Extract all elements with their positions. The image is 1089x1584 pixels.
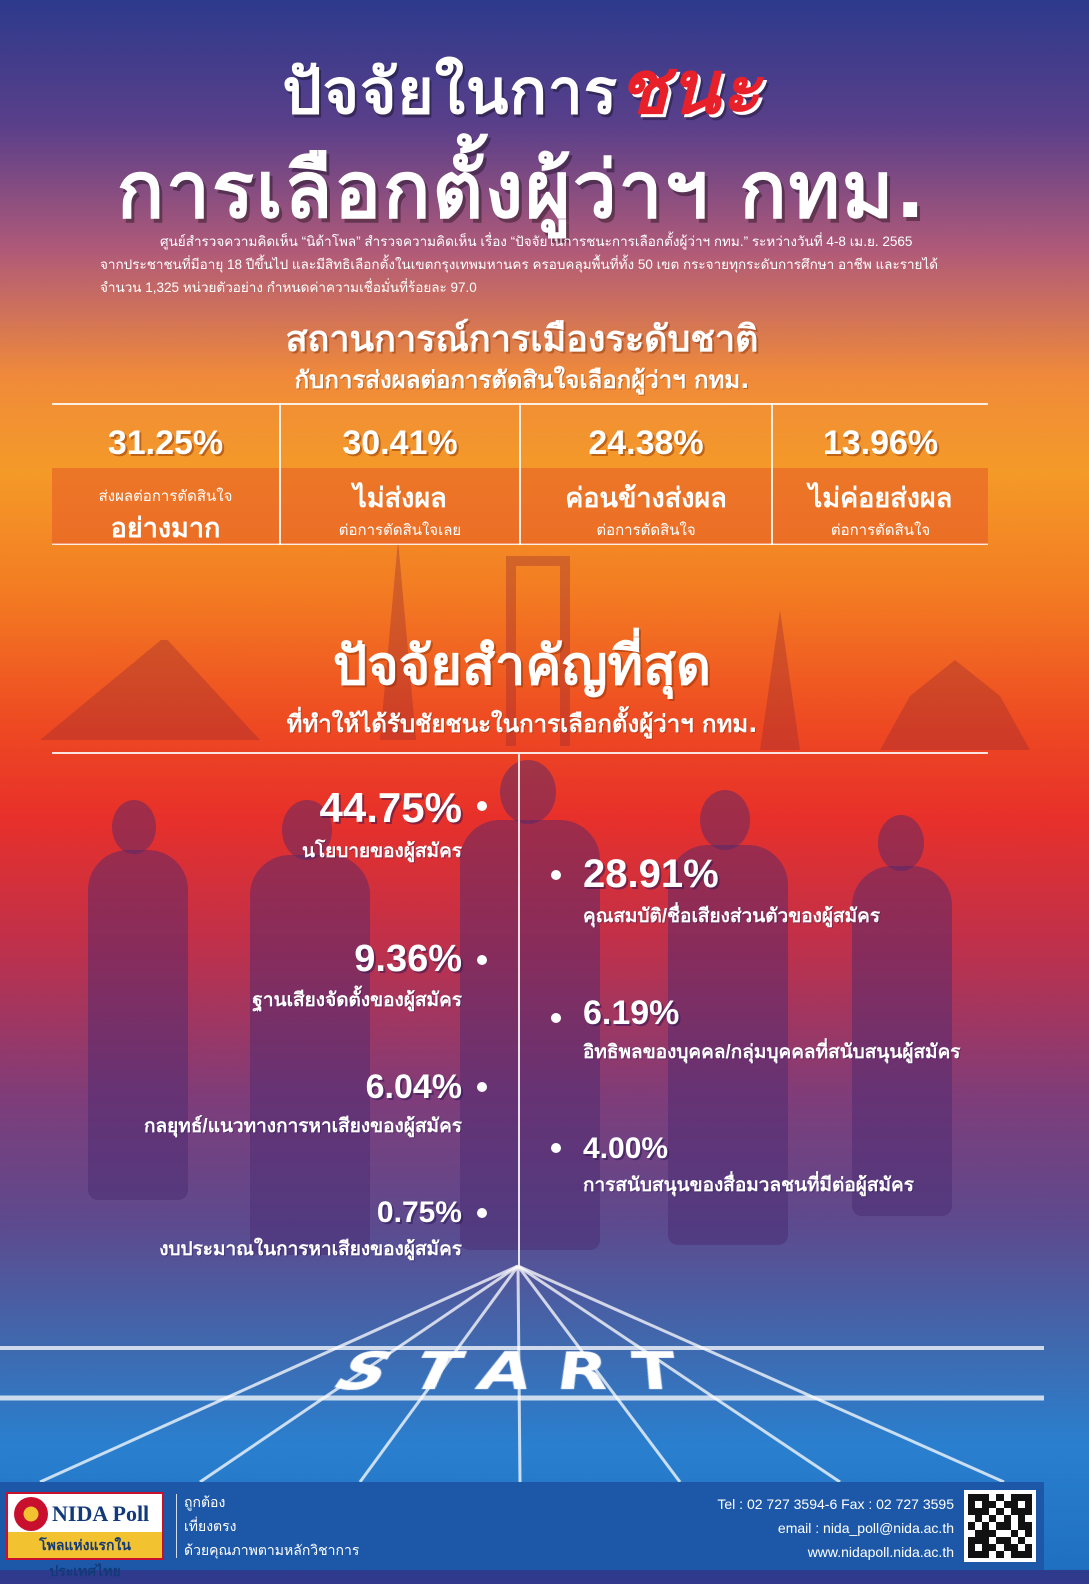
factors-top-divider: [52, 752, 988, 754]
footer-bar: [0, 1482, 1044, 1579]
factor-label: งบประมาณในการหาเสียงของผู้สมัคร: [159, 1239, 462, 1260]
bullet-dot: [551, 1143, 561, 1153]
factor-policy: [302, 784, 462, 866]
contact-phone: Tel : 02 727 3594-6 Fax : 02 727 3595: [717, 1496, 954, 1512]
qr-code-icon[interactable]: [964, 1490, 1036, 1562]
person-silhouette: [88, 850, 188, 1200]
bullet-dot: [477, 1082, 487, 1092]
title-highlight-win: ชนะ: [618, 45, 762, 131]
stat-label-big: ไม่ค่อยส่งผล: [808, 483, 953, 513]
main-title-line2: การเลือกตั้งผู้ว่าฯ กทม.: [116, 146, 928, 236]
title-prefix: ปัจจัยในการ: [282, 55, 619, 128]
stat-label-big: อย่างมาก: [110, 513, 221, 543]
factor-value: 4.00%: [583, 1132, 669, 1165]
person-silhouette: [250, 855, 370, 1255]
factor-media-support: [583, 1132, 914, 1200]
factor-label: คุณสมบัติ/ชื่อเสียงส่วนตัวของผู้สมัคร: [583, 906, 881, 927]
bullet-dot: [551, 870, 561, 880]
person-silhouette: [460, 820, 600, 1250]
section2-subtitle: ที่ทำให้ได้รับชัยชนะในการเลือกตั้งผู้ว่าฯ กทม.: [286, 710, 758, 738]
intro-line: จำนวน 1,325 หน่วยตัวอย่าง กำหนดค่าความเชื่อมั่นที่ร้อยละ 97.0: [100, 280, 477, 295]
stat-label-small: ส่งผลต่อการตัดสินใจ: [98, 488, 233, 505]
factor-budget: [159, 1196, 462, 1264]
stat-value: 30.41%: [342, 424, 458, 462]
stat-card-somewhat-affects: [521, 404, 771, 544]
factor-label: อิทธิพลของบุคคล/กลุ่มบุคคลที่สนับสนุนผู้สมัคร: [583, 1042, 961, 1063]
person-silhouette-head: [500, 760, 556, 824]
stat-label-small: ต่อการตัดสินใจเลย: [338, 522, 462, 539]
stat-value: 31.25%: [107, 424, 224, 462]
contact-website[interactable]: www.nidapoll.nida.ac.th: [807, 1544, 954, 1560]
factor-value: 9.36%: [354, 938, 462, 980]
motto-line: เที่ยงตรง: [184, 1518, 237, 1534]
stat-label-small: ต่อการตัดสินใจ: [596, 522, 696, 539]
factor-strategy: [144, 1068, 462, 1141]
bullet-dot: [477, 1208, 487, 1218]
bullet-dot: [477, 955, 487, 965]
stat-label-big: ค่อนข้างส่งผล: [565, 483, 727, 513]
motto-line: ด้วยคุณภาพตามหลักวิชาการ: [184, 1542, 360, 1558]
footer-motto: [184, 1490, 359, 1562]
start-line-text: START: [325, 1342, 719, 1404]
factor-label: กลยุทธ์/แนวทางการหาเสียงของผู้สมัคร: [144, 1116, 462, 1137]
stat-card-strongly-affects: [52, 404, 279, 544]
intro-line: จากประชาชนที่มีอายุ 18 ปีขึ้นไป และมีสิทธิเลือกตั้งในเขตกรุงเทพมหานคร ครอบคลุมพื้นที่ทั้ง 50 เขต กระจายทุกระดับการศึกษา อาชีพ และรายได้: [100, 257, 938, 272]
factor-label: ฐานเสียงจัดตั้งของผู้สมัคร: [252, 990, 462, 1011]
factor-label: นโยบายของผู้สมัคร: [301, 841, 462, 862]
intro-line: ศูนย์สำรวจความคิดเห็น “นิด้าโพล” สำรวจความคิดเห็น เรื่อง “ปัจจัยในการชนะการเลือกตั้งผู้ว่าฯ กทม.” ระหว่างวันที่ 4-8 เม.ย. 2565: [160, 234, 913, 249]
stat-label-big: ไม่ส่งผล: [353, 483, 447, 513]
stat-card-no-effect: [281, 404, 519, 544]
bullet-dot: [477, 801, 487, 811]
factor-label: การสนับสนุนของสื่อมวลชนที่มีต่อผู้สมัคร: [583, 1175, 914, 1196]
person-silhouette-head: [878, 815, 924, 871]
section2-title: ปัจจัยสำคัญที่สุด: [332, 634, 712, 697]
stat-value: 24.38%: [588, 424, 704, 462]
logo-name: NIDA Poll: [52, 1501, 150, 1526]
factor-value: 28.91%: [583, 852, 719, 896]
person-silhouette-head: [700, 790, 750, 850]
footer-separator: [176, 1494, 177, 1558]
factor-value: 0.75%: [376, 1196, 462, 1229]
factor-value: 6.19%: [583, 994, 680, 1032]
motto-line: ถูกต้อง: [184, 1494, 226, 1510]
survey-intro: [100, 230, 960, 299]
stat-value: 13.96%: [822, 424, 939, 462]
factor-value: 6.04%: [365, 1068, 462, 1106]
factor-voter-base: [252, 938, 462, 1015]
factor-influencers: [583, 994, 961, 1067]
stat-label-small: ต่อการตัดสินใจ: [830, 522, 931, 539]
person-silhouette-head: [112, 800, 156, 854]
nida-poll-logo: [6, 1492, 164, 1579]
section1-subtitle: กับการส่งผลต่อการตัดสินใจเลือกผู้ว่าฯ กทม.: [294, 366, 750, 394]
bullet-dot: [551, 1013, 561, 1023]
contact-email[interactable]: email : nida_poll@nida.ac.th: [777, 1520, 954, 1536]
logo-tagline: โพลแห่งแรกในประเทศไทย: [8, 1532, 162, 1558]
stat-card-barely-affects: [773, 404, 988, 544]
factor-reputation: [583, 852, 880, 931]
factor-value: 44.75%: [319, 784, 462, 831]
nida-seal-icon: [14, 1497, 48, 1531]
section1-title: สถานการณ์การเมืองระดับชาติ: [285, 319, 759, 360]
factors-center-divider: [518, 754, 520, 1266]
footer-contact: [717, 1492, 954, 1564]
